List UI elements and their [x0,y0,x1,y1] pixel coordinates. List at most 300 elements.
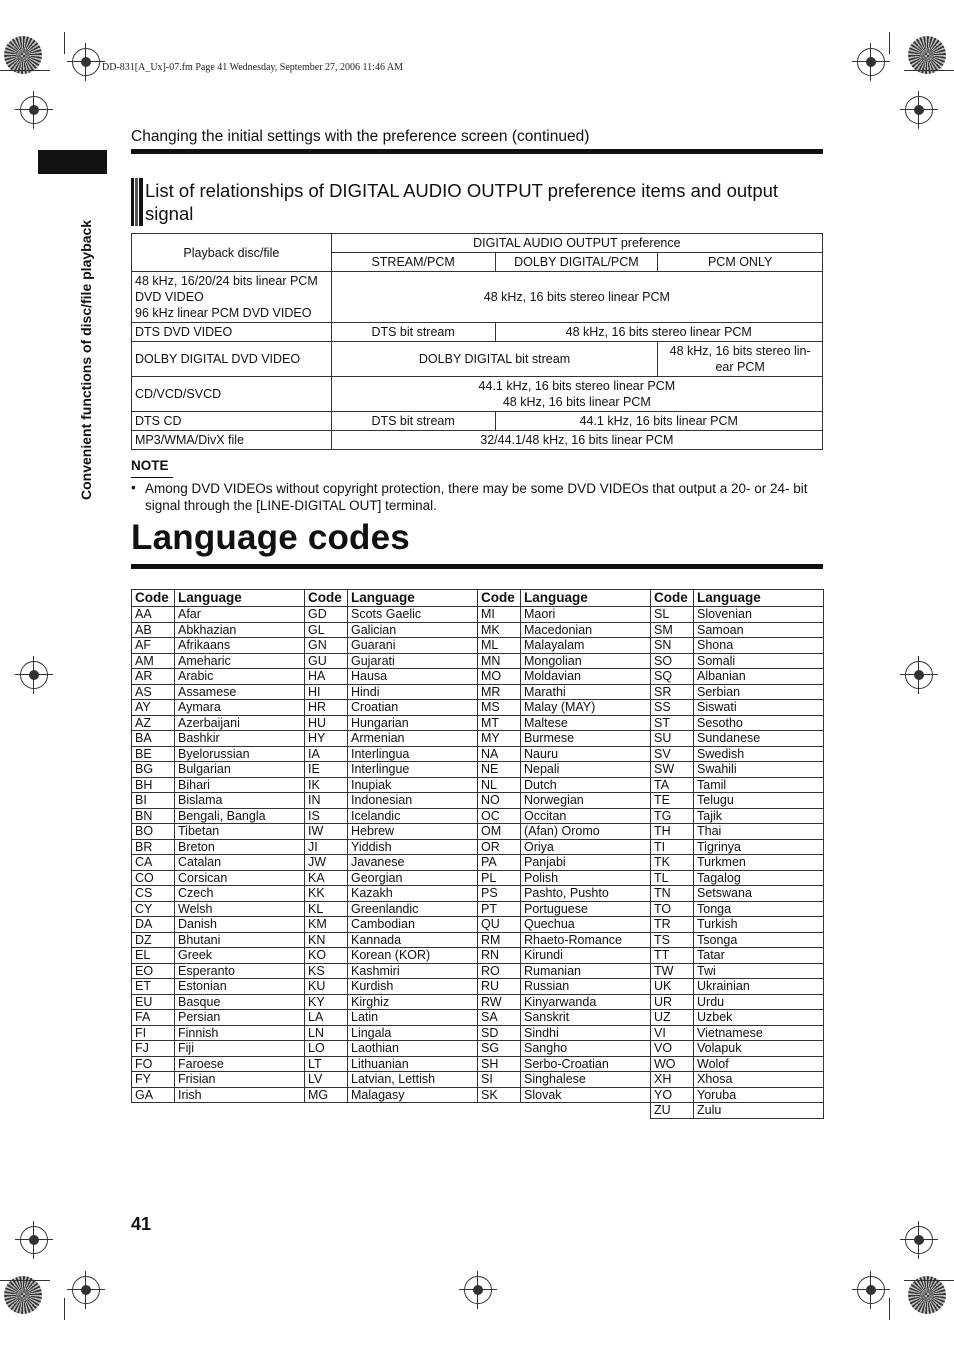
language-name: Nauru [521,746,651,762]
language-name: Latin [348,1010,478,1026]
language-name: Tatar [694,948,824,964]
language-code: SK [478,1087,521,1103]
language-name: Somali [694,653,824,669]
language-name: Bislama [175,793,305,809]
language-code: ML [478,638,521,654]
language-name: Byelorussian [175,746,305,762]
table-cell [132,272,332,323]
language-name: Afar [175,607,305,623]
language-name: Rhaeto-Romance [521,932,651,948]
language-code: FO [132,1056,175,1072]
table-row [132,1010,824,1026]
table-row [132,793,824,809]
language-name: Oriya [521,839,651,855]
language-code: UZ [651,1010,694,1026]
language-name: Czech [175,886,305,902]
crosshair-mark-icon [905,1226,933,1254]
language-code: JW [305,855,348,871]
header-language: Language [175,590,305,607]
language-name: Rumanian [521,963,651,979]
registration-circle-icon [908,1276,946,1314]
language-name: Lithuanian [348,1056,478,1072]
empty-cell [348,1103,478,1119]
table-row [132,234,823,253]
language-name: Greek [175,948,305,964]
note-underline [131,477,173,478]
language-name: Kirghiz [348,994,478,1010]
language-name: Russian [521,979,651,995]
language-name: Laothian [348,1041,478,1057]
crosshair-mark-icon [905,661,933,689]
language-code: NO [478,793,521,809]
language-name: Bengali, Bangla [175,808,305,824]
header-stream-pcm: STREAM/PCM [331,253,495,272]
language-code: CO [132,870,175,886]
table-cell: DTS bit stream [331,412,495,431]
language-name: Yoruba [694,1087,824,1103]
language-code: UK [651,979,694,995]
header-language: Language [521,590,651,607]
side-label: Convenient functions of disc/file playback [78,219,94,500]
table-row [132,700,824,716]
language-code: JI [305,839,348,855]
language-name: Kashmiri [348,963,478,979]
disc-line: 48 kHz, 16/20/24 bits linear PCM [135,274,318,288]
language-code: HI [305,684,348,700]
language-code: HR [305,700,348,716]
page-title: Language codes [131,518,410,557]
language-code: DA [132,917,175,933]
language-code: AA [132,607,175,623]
language-code: FY [132,1072,175,1088]
table-row [132,731,824,747]
language-name: Turkish [694,917,824,933]
language-name: Kurdish [348,979,478,995]
table-row [132,1103,824,1119]
language-code: GU [305,653,348,669]
language-code: TK [651,855,694,871]
language-code: KK [305,886,348,902]
language-code: CS [132,886,175,902]
language-name: Albanian [694,669,824,685]
language-code: TA [651,777,694,793]
header-language: Language [348,590,478,607]
language-code: TI [651,839,694,855]
crosshair-mark-icon [857,1276,885,1304]
language-name: Xhosa [694,1072,824,1088]
language-codes-table [131,589,824,1119]
empty-cell [132,1103,175,1119]
registration-circle-icon [908,36,946,74]
language-name: Zulu [694,1103,824,1119]
language-code: EL [132,948,175,964]
language-name: Abkhazian [175,622,305,638]
language-name: Latvian, Lettish [348,1072,478,1088]
table-row [132,323,823,342]
language-name: Frisian [175,1072,305,1088]
language-name: Scots Gaelic [348,607,478,623]
language-code: BA [132,731,175,747]
language-code: NA [478,746,521,762]
table-row [132,870,824,886]
language-name: Turkmen [694,855,824,871]
language-code: SM [651,622,694,638]
header-dolby-pcm: DOLBY DIGITAL/PCM [495,253,658,272]
language-name: Malayalam [521,638,651,654]
language-name: Indonesian [348,793,478,809]
language-code: MR [478,684,521,700]
table-row [132,855,824,871]
language-code: BR [132,839,175,855]
language-code: ZU [651,1103,694,1119]
language-code: OC [478,808,521,824]
table-row [132,1041,824,1057]
table-row [132,1072,824,1088]
header-playback: Playback disc/file [132,234,332,272]
language-code: IW [305,824,348,840]
section-title: List of relationships of DIGITAL AUDIO OUTPUT preference items and output signal [145,180,779,224]
language-code: GN [305,638,348,654]
crosshair-mark-icon [857,48,885,76]
language-code: SG [478,1041,521,1057]
language-code: KL [305,901,348,917]
language-code: CY [132,901,175,917]
crosshair-mark-icon [905,96,933,124]
language-code: AS [132,684,175,700]
crop-mark [889,1298,890,1320]
language-code: NE [478,762,521,778]
language-name: Vietnamese [694,1025,824,1041]
language-name: Slovak [521,1087,651,1103]
language-code: TT [651,948,694,964]
language-code: PL [478,870,521,886]
table-cell: 32/44.1/48 kHz, 16 bits linear PCM [331,431,822,450]
language-code: EU [132,994,175,1010]
table-row [132,824,824,840]
table-row [132,1025,824,1041]
language-name: Tsonga [694,932,824,948]
language-name: Azerbaijani [175,715,305,731]
table-row [132,622,824,638]
language-code: AF [132,638,175,654]
language-code: IA [305,746,348,762]
language-name: Mongolian [521,653,651,669]
language-code: HY [305,731,348,747]
language-name: Sanskrit [521,1010,651,1026]
language-code: AR [132,669,175,685]
language-name: Swahili [694,762,824,778]
language-code: TS [651,932,694,948]
language-code: BN [132,808,175,824]
language-code: PT [478,901,521,917]
language-name: Sangho [521,1041,651,1057]
table-row [132,917,824,933]
header-code: Code [651,590,694,607]
crosshair-mark-icon [20,1226,48,1254]
title-rule [131,564,823,569]
language-name: Yiddish [348,839,478,855]
language-code: SH [478,1056,521,1072]
table-row [132,412,823,431]
empty-cell [175,1103,305,1119]
language-name: Javanese [348,855,478,871]
table-row [132,715,824,731]
table-cell: DOLBY DIGITAL bit stream [331,342,658,377]
language-code: TE [651,793,694,809]
language-code: HA [305,669,348,685]
language-code: UR [651,994,694,1010]
language-code: BO [132,824,175,840]
language-name: Tibetan [175,824,305,840]
registration-circle-icon [4,36,42,74]
language-name: Slovenian [694,607,824,623]
page-number: 41 [131,1214,152,1234]
language-code: BH [132,777,175,793]
language-name: Sindhi [521,1025,651,1041]
language-code: GD [305,607,348,623]
language-name: Interlingue [348,762,478,778]
language-name: Maori [521,607,651,623]
language-name: Ukrainian [694,979,824,995]
table-row [132,638,824,654]
language-name: Inupiak [348,777,478,793]
header-code: Code [305,590,348,607]
language-name: Shona [694,638,824,654]
language-name: Portuguese [521,901,651,917]
language-code: RM [478,932,521,948]
language-code: TO [651,901,694,917]
running-header: Changing the initial settings with the preference screen (continued) [131,128,590,145]
language-name: Serbian [694,684,824,700]
table-row [132,669,824,685]
language-code: IN [305,793,348,809]
empty-cell [521,1103,651,1119]
language-name: Bashkir [175,731,305,747]
crosshair-mark-icon [20,661,48,689]
language-name: Corsican [175,870,305,886]
language-code: RU [478,979,521,995]
table-row [132,377,823,412]
language-code: MK [478,622,521,638]
language-name: Dutch [521,777,651,793]
crosshair-mark-icon [72,48,100,76]
table-row [132,1056,824,1072]
language-code: TG [651,808,694,824]
language-name: Panjabi [521,855,651,871]
output-line: 44.1 kHz, 16 bits stereo linear PCM [478,379,676,393]
language-name: Volapuk [694,1041,824,1057]
language-name: Persian [175,1010,305,1026]
language-name: Hausa [348,669,478,685]
table-header-row [132,590,824,607]
disc-line: 96 kHz linear PCM DVD VIDEO [135,306,312,320]
language-code: SV [651,746,694,762]
language-code: KA [305,870,348,886]
language-name: Wolof [694,1056,824,1072]
language-name: Norwegian [521,793,651,809]
language-code: LT [305,1056,348,1072]
language-code: EO [132,963,175,979]
language-name: Bihari [175,777,305,793]
language-code: LA [305,1010,348,1026]
language-name: (Afan) Oromo [521,824,651,840]
language-code: KO [305,948,348,964]
language-name: Malagasy [348,1087,478,1103]
crop-mark [0,1280,50,1281]
language-name: Nepali [521,762,651,778]
table-row [132,1087,824,1103]
language-name: Interlingua [348,746,478,762]
language-name: Urdu [694,994,824,1010]
table-row [132,431,823,450]
table-row [132,762,824,778]
table-row [132,901,824,917]
language-code: KS [305,963,348,979]
empty-cell [478,1103,521,1119]
language-name: Ameharic [175,653,305,669]
crop-mark [0,70,50,71]
language-name: Gujarati [348,653,478,669]
registration-circle-icon [4,1276,42,1314]
language-code: LN [305,1025,348,1041]
language-name: Armenian [348,731,478,747]
language-name: Marathi [521,684,651,700]
language-name: Croatian [348,700,478,716]
language-name: Finnish [175,1025,305,1041]
table-cell: DOLBY DIGITAL DVD VIDEO [132,342,332,377]
language-code: YO [651,1087,694,1103]
language-name: Danish [175,917,305,933]
language-code: IS [305,808,348,824]
table-cell: 44.1 kHz, 16 bits linear PCM [495,412,822,431]
language-name: Estonian [175,979,305,995]
language-name: Siswati [694,700,824,716]
language-code: HU [305,715,348,731]
language-name: Moldavian [521,669,651,685]
language-code: GA [132,1087,175,1103]
language-name: Singhalese [521,1072,651,1088]
language-name: Twi [694,963,824,979]
language-name: Telugu [694,793,824,809]
language-name: Welsh [175,901,305,917]
table-row [132,979,824,995]
language-code: SS [651,700,694,716]
language-code: TL [651,870,694,886]
disc-line: DVD VIDEO [135,290,204,304]
language-code: OM [478,824,521,840]
table-row [132,684,824,700]
language-name: Kinyarwanda [521,994,651,1010]
language-name: Tonga [694,901,824,917]
table-cell: 48 kHz, 16 bits stereo linear PCM [495,323,822,342]
language-code: ET [132,979,175,995]
language-code: KY [305,994,348,1010]
language-code: RO [478,963,521,979]
language-code: TR [651,917,694,933]
language-code: AM [132,653,175,669]
language-code: OR [478,839,521,855]
language-code: ST [651,715,694,731]
language-code: SN [651,638,694,654]
language-code: SR [651,684,694,700]
table-row [132,994,824,1010]
language-code: RN [478,948,521,964]
header-dao-preference: DIGITAL AUDIO OUTPUT preference [331,234,822,253]
language-name: Galician [348,622,478,638]
language-name: Setswana [694,886,824,902]
language-code: SO [651,653,694,669]
table-row [132,948,824,964]
language-code: TN [651,886,694,902]
language-code: LO [305,1041,348,1057]
language-name: Breton [175,839,305,855]
language-code: PS [478,886,521,902]
language-code: KU [305,979,348,995]
language-code: KM [305,917,348,933]
language-code: TH [651,824,694,840]
language-code: MN [478,653,521,669]
table-row [132,886,824,902]
language-name: Burmese [521,731,651,747]
language-code: FA [132,1010,175,1026]
language-name: Guarani [348,638,478,654]
language-name: Bhutani [175,932,305,948]
table-cell: CD/VCD/SVCD [132,377,332,412]
table-cell: 48 kHz, 16 bits stereo linear PCM [331,272,822,323]
language-name: Malay (MAY) [521,700,651,716]
language-code: AZ [132,715,175,731]
language-code: VI [651,1025,694,1041]
table-row [132,746,824,762]
language-name: Serbo-Croatian [521,1056,651,1072]
language-code: DZ [132,932,175,948]
table-row [132,653,824,669]
table-cell: MP3/WMA/DivX file [132,431,332,450]
language-name: Tagalog [694,870,824,886]
language-name: Polish [521,870,651,886]
language-code: AY [132,700,175,716]
language-code: MY [478,731,521,747]
empty-cell [305,1103,348,1119]
language-name: Aymara [175,700,305,716]
language-name: Catalan [175,855,305,871]
language-code: BE [132,746,175,762]
language-code: VO [651,1041,694,1057]
language-code: PA [478,855,521,871]
language-name: Sundanese [694,731,824,747]
language-name: Afrikaans [175,638,305,654]
note-title: NOTE [131,458,169,473]
language-name: Quechua [521,917,651,933]
language-code: SU [651,731,694,747]
language-code: WO [651,1056,694,1072]
header-language: Language [694,590,824,607]
language-code: KN [305,932,348,948]
language-code: FJ [132,1041,175,1057]
language-name: Samoan [694,622,824,638]
language-name: Tajik [694,808,824,824]
language-code: CA [132,855,175,871]
language-name: Irish [175,1087,305,1103]
table-row [132,272,823,323]
table-row [132,808,824,824]
language-name: Arabic [175,669,305,685]
crosshair-mark-icon [72,1276,100,1304]
language-code: MS [478,700,521,716]
crosshair-mark-icon [464,1276,492,1304]
language-code: MT [478,715,521,731]
crop-mark [64,1298,65,1320]
